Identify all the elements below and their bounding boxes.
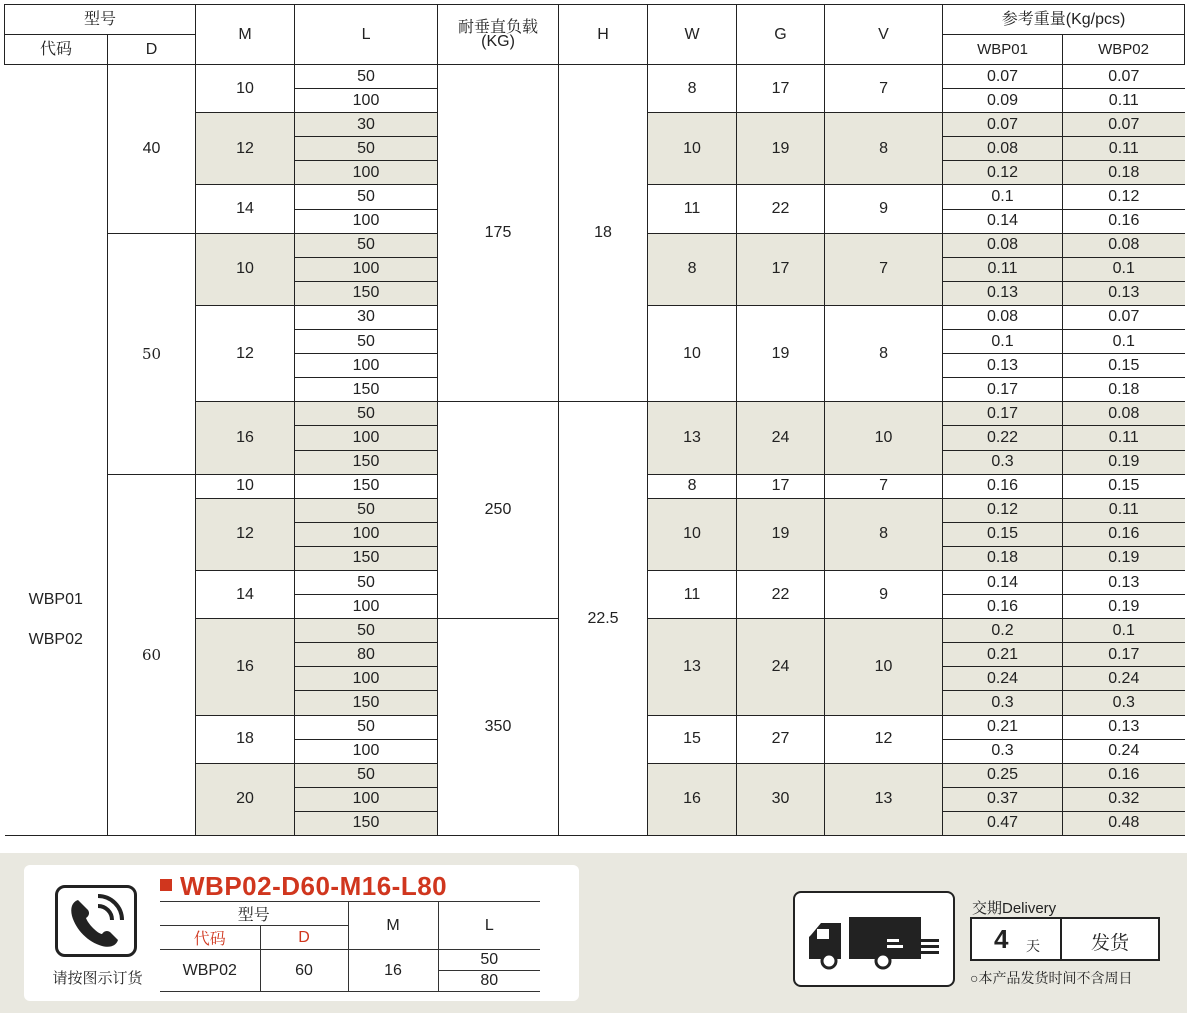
l-cell: 150 [295,811,438,835]
wbp02-weight: 0.13 [1063,715,1185,739]
wbp01-weight: 0.08 [943,233,1063,257]
l-cell: 50 [295,137,438,161]
w-cell: 11 [648,185,737,233]
w-cell: 10 [648,498,737,570]
header-m: M [196,5,295,65]
w-cell: 16 [648,763,737,835]
m-cell: 16 [196,619,295,715]
wbp01-weight: 0.12 [943,161,1063,185]
w-cell: 15 [648,715,737,763]
wbp01-weight: 0.17 [943,378,1063,402]
l-cell: 100 [295,739,438,763]
wbp02-weight: 0.17 [1063,643,1185,667]
wbp01-weight: 0.18 [943,546,1063,570]
m-cell: 18 [196,715,295,763]
order-example-card [24,865,579,1001]
m-cell: 14 [196,185,295,233]
l-cell: 50 [295,233,438,257]
w-cell: 11 [648,570,737,618]
example-header-l: L [438,902,540,950]
header-wbp01: WBP01 [943,35,1063,65]
m-cell: 10 [196,233,295,305]
wbp01-weight: 0.1 [943,185,1063,209]
l-cell: 100 [295,426,438,450]
wbp02-weight: 0.07 [1063,113,1185,137]
header-model-type: 型号 [5,5,196,35]
wbp01-weight: 0.2 [943,619,1063,643]
wbp02-weight: 0.11 [1063,498,1185,522]
bottom-panel [0,853,1187,1013]
l-cell: 50 [295,65,438,89]
l-cell: 80 [295,643,438,667]
code-cell [5,65,108,836]
l-cell: 150 [295,378,438,402]
wbp02-weight: 0.24 [1063,667,1185,691]
wbp02-weight: 0.19 [1063,546,1185,570]
wbp01-weight: 0.09 [943,89,1063,113]
wbp01-weight: 0.13 [943,281,1063,305]
wbp02-weight: 0.11 [1063,89,1185,113]
w-cell: 8 [648,474,737,498]
example-l-value-2: 80 [438,971,540,992]
d-cell: 40 [108,65,196,234]
m-cell: 20 [196,763,295,835]
wbp01-weight: 0.47 [943,811,1063,835]
m-cell: 12 [196,113,295,185]
wbp02-weight: 0.11 [1063,137,1185,161]
wbp02-weight: 0.16 [1063,209,1185,233]
wbp01-weight: 0.16 [943,474,1063,498]
l-cell: 30 [295,305,438,329]
order-caption: 请按图示订货 [52,970,143,987]
g-cell: 19 [737,498,825,570]
m-cell: 14 [196,570,295,618]
header-load-line1: 耐垂直负载 [458,18,539,36]
g-cell: 24 [737,619,825,715]
g-cell: 19 [737,305,825,401]
wbp01-weight: 0.3 [943,450,1063,474]
l-cell: 50 [295,498,438,522]
wbp01-weight: 0.07 [943,113,1063,137]
header-g: G [737,5,825,65]
wbp01-weight: 0.16 [943,595,1063,619]
g-cell: 22 [737,185,825,233]
l-cell: 50 [295,715,438,739]
wbp01-weight: 0.21 [943,643,1063,667]
v-cell: 8 [825,498,943,570]
red-square-bullet [160,879,172,891]
l-cell: 150 [295,450,438,474]
m-cell: 16 [196,402,295,474]
v-cell: 7 [825,65,943,113]
l-cell: 50 [295,570,438,594]
load-cell: 250 [438,402,559,619]
wbp02-weight: 0.15 [1063,354,1185,378]
v-cell: 7 [825,474,943,498]
wbp02-weight: 0.24 [1063,739,1185,763]
l-cell: 100 [295,354,438,378]
header-h: H [559,5,648,65]
phone-icon [55,885,137,957]
example-code-value: WBP02 [160,950,260,992]
l-cell: 100 [295,161,438,185]
m-cell: 10 [196,65,295,113]
wbp02-weight: 0.16 [1063,763,1185,787]
g-cell: 17 [737,474,825,498]
header-d: D [108,35,196,65]
example-header-code: 代码 [160,926,260,950]
g-cell: 17 [737,65,825,113]
wbp02-weight: 0.19 [1063,595,1185,619]
l-cell: 150 [295,546,438,570]
header-code: 代码 [5,35,108,65]
l-cell: 50 [295,330,438,354]
wbp02-weight: 0.13 [1063,570,1185,594]
h-cell: 22.5 [559,402,648,836]
wbp02-weight: 0.1 [1063,330,1185,354]
m-cell: 10 [196,474,295,498]
v-cell: 10 [825,402,943,474]
wbp02-weight: 0.18 [1063,378,1185,402]
wbp02-weight: 0.11 [1063,426,1185,450]
l-cell: 100 [295,89,438,113]
d-cell: 50 [108,233,196,474]
wbp02-weight: 0.18 [1063,161,1185,185]
l-cell: 100 [295,257,438,281]
wbp02-weight: 0.1 [1063,257,1185,281]
v-cell: 8 [825,113,943,185]
wbp02-weight: 0.15 [1063,474,1185,498]
wbp02-weight: 0.1 [1063,619,1185,643]
delivery-days-box [970,917,1160,961]
g-cell: 17 [737,233,825,305]
header-w: W [648,5,737,65]
wbp02-weight: 0.08 [1063,402,1185,426]
code-wbp01: WBP01 [28,591,83,608]
l-cell: 50 [295,185,438,209]
g-cell: 19 [737,113,825,185]
g-cell: 27 [737,715,825,763]
l-cell: 50 [295,402,438,426]
v-cell: 9 [825,570,943,618]
code-wbp02: WBP02 [28,631,83,648]
wbp02-weight: 0.19 [1063,450,1185,474]
w-cell: 10 [648,113,737,185]
l-cell: 150 [295,474,438,498]
w-cell: 8 [648,65,737,113]
wbp01-weight: 0.21 [943,715,1063,739]
l-cell: 100 [295,209,438,233]
delivery-truck-icon [793,891,955,987]
wbp01-weight: 0.22 [943,426,1063,450]
header-weight: 参考重量(Kg/pcs) [943,5,1185,35]
w-cell: 8 [648,233,737,305]
delivery-label: 交期Delivery [972,900,1057,917]
wbp02-weight: 0.12 [1063,185,1185,209]
example-header-d: D [260,926,348,950]
l-cell: 50 [295,619,438,643]
wbp02-weight: 0.16 [1063,522,1185,546]
l-cell: 100 [295,595,438,619]
v-cell: 10 [825,619,943,715]
w-cell: 10 [648,305,737,401]
wbp02-weight: 0.08 [1063,233,1185,257]
v-cell: 12 [825,715,943,763]
wbp01-weight: 0.08 [943,305,1063,329]
wbp02-weight: 0.07 [1063,305,1185,329]
wbp01-weight: 0.1 [943,330,1063,354]
g-cell: 24 [737,402,825,474]
wbp01-weight: 0.15 [943,522,1063,546]
wbp01-weight: 0.12 [943,498,1063,522]
l-cell: 50 [295,763,438,787]
wbp01-weight: 0.07 [943,65,1063,89]
g-cell: 22 [737,570,825,618]
example-d-value: 60 [260,950,348,992]
w-cell: 13 [648,619,737,715]
m-cell: 12 [196,498,295,570]
example-m-value: 16 [348,950,438,992]
example-code-text: WBP02-D60-M16-L80 [180,871,448,901]
wbp01-weight: 0.3 [943,739,1063,763]
wbp01-weight: 0.3 [943,691,1063,715]
header-wbp02: WBP02 [1063,35,1185,65]
header-l: L [295,5,438,65]
example-header-model-type: 型号 [160,902,348,926]
l-cell: 30 [295,113,438,137]
wbp02-weight: 0.07 [1063,65,1185,89]
v-cell: 9 [825,185,943,233]
delivery-ship-label: 发货 [1090,933,1129,954]
l-cell: 150 [295,281,438,305]
header-v: V [825,5,943,65]
wbp02-weight: 0.32 [1063,787,1185,811]
wbp02-weight: 0.13 [1063,281,1185,305]
h-cell: 18 [559,65,648,402]
l-cell: 100 [295,787,438,811]
wbp01-weight: 0.14 [943,570,1063,594]
header-load-line2: (KG) [481,32,515,50]
wbp01-weight: 0.13 [943,354,1063,378]
example-code [160,871,447,902]
wbp02-weight: 0.48 [1063,811,1185,835]
delivery-note: ○本产品发货时间不含周日 [970,970,1133,986]
v-cell: 13 [825,763,943,835]
table-row [5,65,1185,89]
wbp01-weight: 0.24 [943,667,1063,691]
wbp01-weight: 0.11 [943,257,1063,281]
wbp01-weight: 0.37 [943,787,1063,811]
header-load [438,5,559,65]
example-header-m: M [348,902,438,950]
v-cell: 7 [825,233,943,305]
wbp01-weight: 0.25 [943,763,1063,787]
l-cell: 150 [295,691,438,715]
g-cell: 30 [737,763,825,835]
m-cell: 12 [196,305,295,401]
wbp01-weight: 0.08 [943,137,1063,161]
example-table [160,901,540,992]
w-cell: 13 [648,402,737,474]
spec-table [4,4,1185,836]
example-l-value-1: 50 [438,950,540,971]
v-cell: 8 [825,305,943,401]
wbp02-weight: 0.3 [1063,691,1185,715]
d-cell: 60 [108,474,196,835]
load-cell: 175 [438,65,559,402]
l-cell: 100 [295,667,438,691]
load-cell: 350 [438,619,559,836]
delivery-days-unit: 天 [1026,938,1040,954]
wbp01-weight: 0.14 [943,209,1063,233]
delivery-days-number: 4 [994,924,1009,954]
l-cell: 100 [295,522,438,546]
wbp01-weight: 0.17 [943,402,1063,426]
